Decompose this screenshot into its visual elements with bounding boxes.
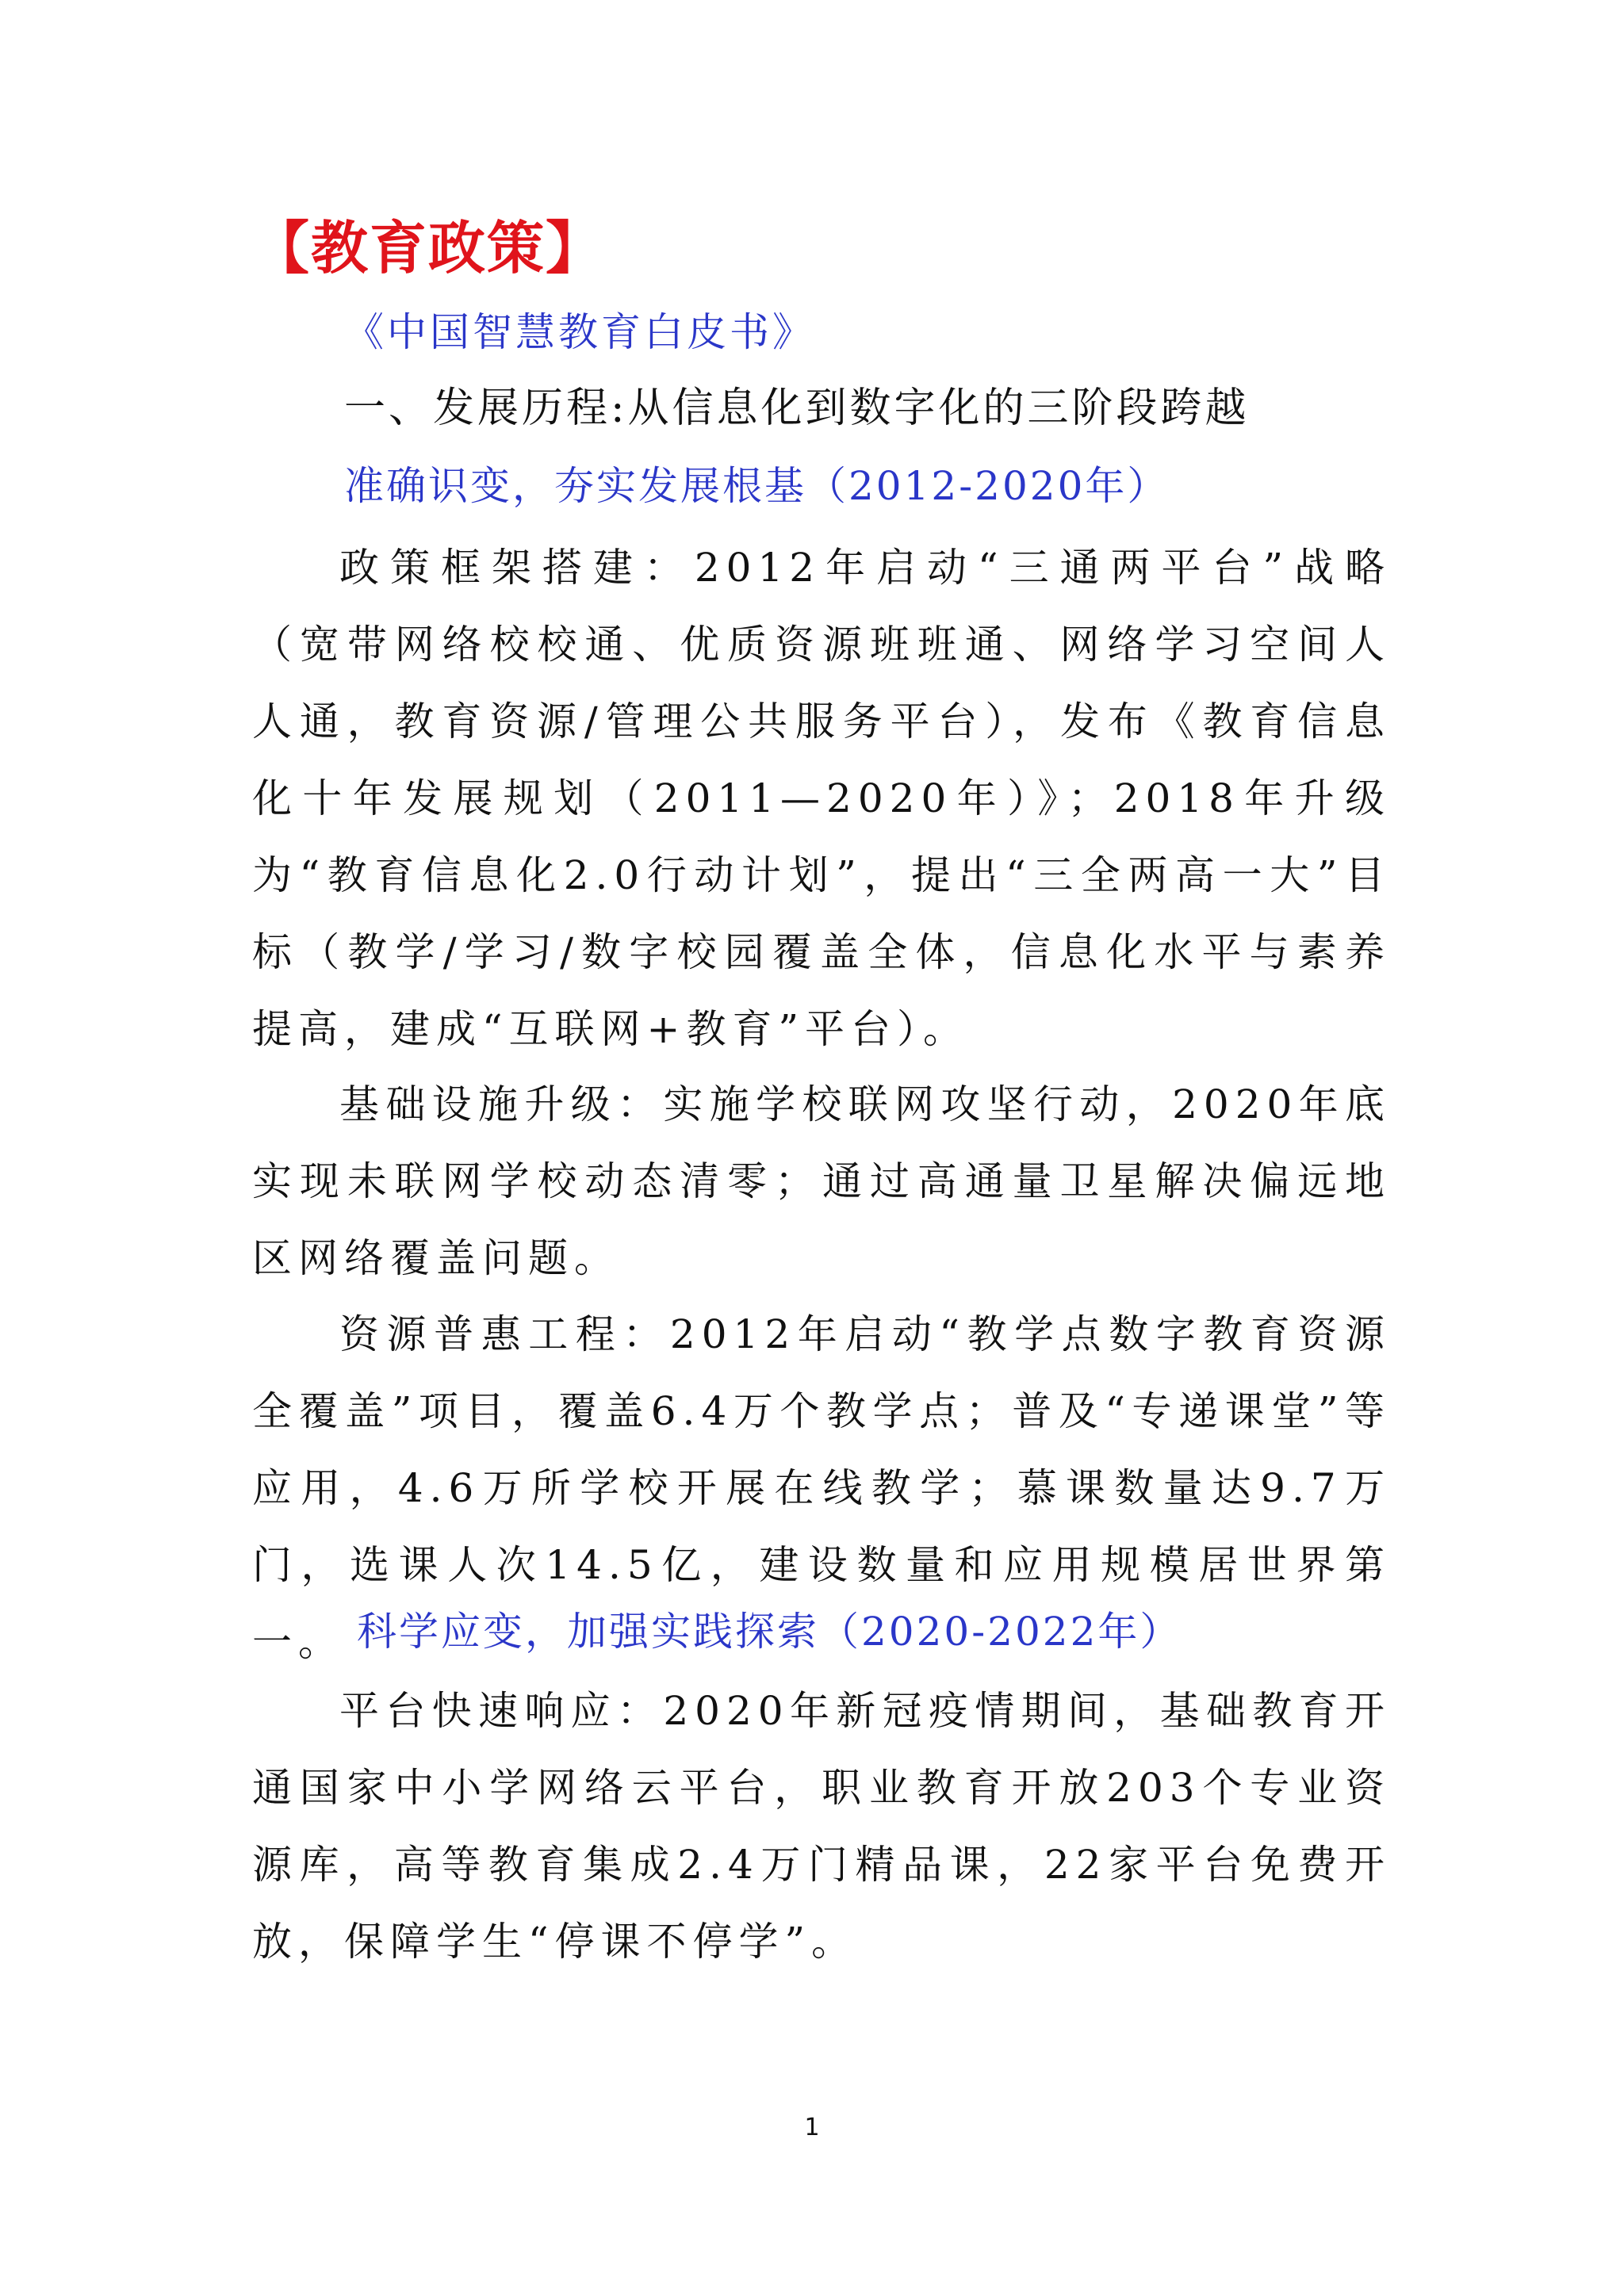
- section-title: 【教育政策】: [252, 215, 605, 281]
- stage-1-heading: 准确识变，夯实发展根基（2012-2020年）: [344, 463, 1170, 509]
- stage-2-heading: 科学应变，加强实践探索（2020-2022年）: [357, 1609, 1182, 1655]
- paragraph-platform-response: 平台快速响应：2020年新冠疫情期间，基础教育开通国家中小学网络云平台，职业教育开放203个专业资源库，高等教育集成2.4万门精品课，22家平台免费开放，保障学生“停课不停学”。: [252, 1688, 1391, 1965]
- heading-development-history: 一、发展历程:从信息化到数字化的三阶段跨越: [344, 385, 1250, 432]
- paragraph-policy-framework: 政策框架搭建：2012年启动“三通两平台”战略（宽带网络校校通、优质资源班班通、网络学习空间人人通，教育资源/管理公共服务平台），发布《教育信息化十年发展规划（2011—2020年）》；2018年升级为“教育信息化2.0行动计划”，提出“三全两高一大”目标（教学/学习/数字校园覆盖全体，信息化水平与素养提高，建成“互联网+教育”平台）。: [252, 545, 1391, 1052]
- document-title: 《中国智慧教育白皮书》: [344, 309, 815, 355]
- page-number: 1: [804, 2114, 820, 2141]
- paragraph-infrastructure: 基础设施升级：实施学校联网攻坚行动，2020年底实现未联网学校动态清零；通过高通量卫星解决偏远地区网络覆盖问题。: [252, 1081, 1391, 1281]
- paragraph-resource-inclusion: 资源普惠工程：2012年启动“教学点数字教育资源全覆盖”项目，覆盖6.4万个教学点；普及“专递课堂”等应用，4.6万所学校开展在线教学；慕课数量达9.7万门，选课人次14.5亿，建设数量和应用规模居世界第一。: [252, 1311, 1391, 1665]
